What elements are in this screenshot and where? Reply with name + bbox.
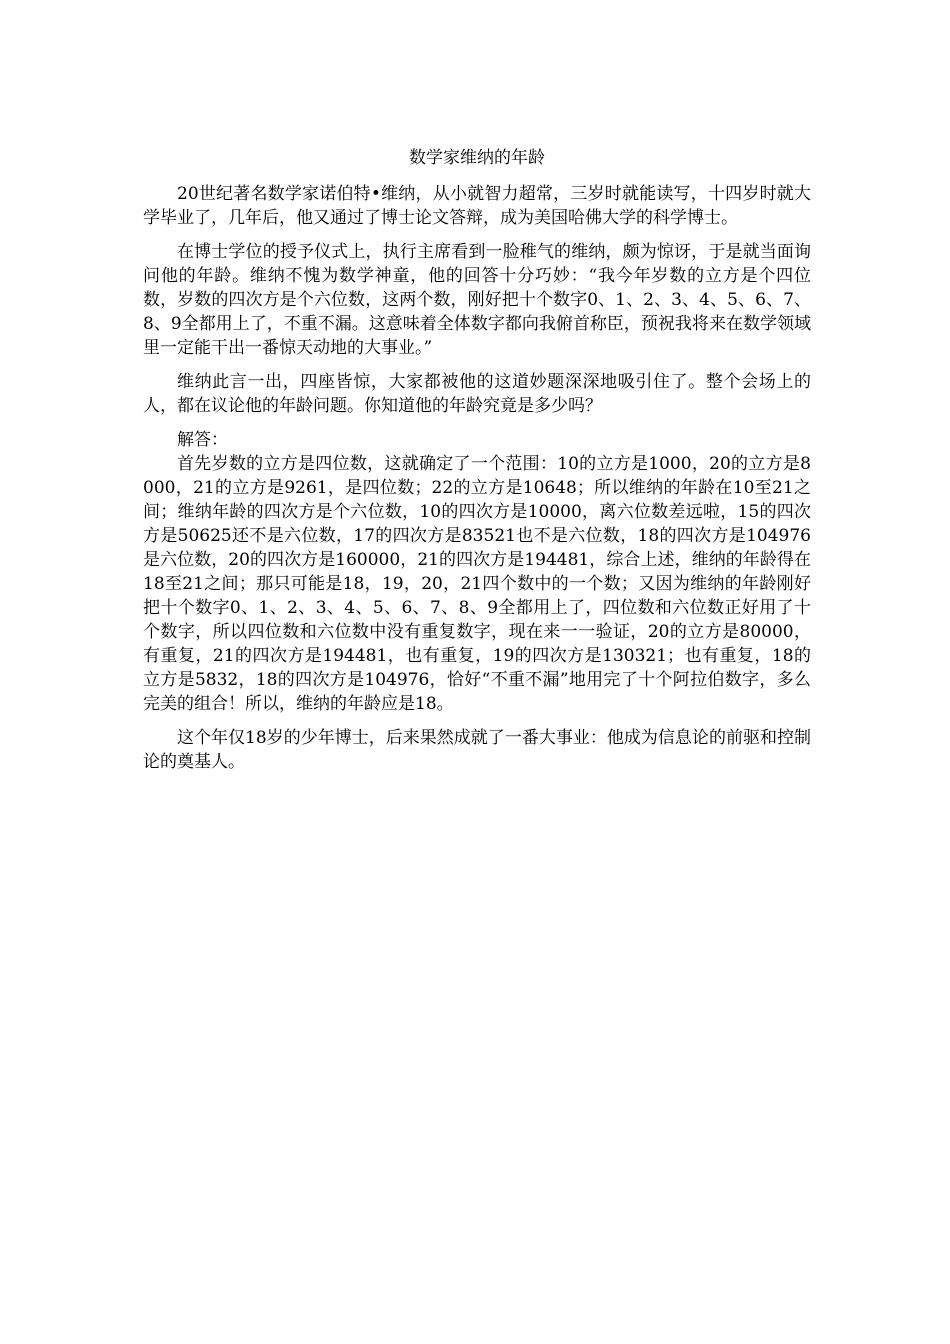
answer-label: 解答： <box>177 430 228 450</box>
document-page <box>143 146 811 784</box>
paragraph-closing: 这个年仅18岁的少年博士，后来果然成就了一番大事业：他成为信息论的前驱和控制论的奠基人。 <box>143 728 811 772</box>
document-title: 数学家维纳的年龄 <box>409 148 545 168</box>
answer-text: 首先岁数的立方是四位数，这就确定了一个范围：10的立方是1000，20的立方是8000，21的立方是9261，是四位数；22的立方是10648；所以维纳的年龄在10至21之间；维纳年龄的四次方是个六位数，10的四次方是10000，离六位数差远啦，15的四次方是50625还不是六位数，17的四次方是83521也不是六位数，18的四次方是104976是六位数，20的四次方是160000，21的四次方是194481，综合上述，维纳的年龄得在18至21之间；那只可能是18，19，20，21四个数中的一个数；又因为维纳的年龄刚好把十个数字0、1、2、3、4、5、6、7、8、9全都用上了，四位数和六位数正好用了十个数字，所以四位数和六位数中没有重复数字，现在来一一验证，20的立方是80000，有重复，21的四次方是194481，也有重复，19的四次方是130321；也有重复，18的立方是5832，18的四次方是104976，恰好“不重不漏”地用完了十个阿拉伯数字，多么完美的组合！所以，维纳的年龄应是18。 <box>143 454 811 714</box>
paragraph-intro: 20世纪著名数学家诺伯特•维纳，从小就智力超常，三岁时就能读写，十四岁时就大学毕业了，几年后，他又通过了博士论文答辩，成为美国哈佛大学的科学博士。 <box>143 184 811 228</box>
paragraph-question: 维纳此言一出，四座皆惊，大家都被他的这道妙题深深地吸引住了。整个会场上的人，都在议论他的年龄问题。你知道他的年龄究竟是多少吗？ <box>143 372 811 416</box>
paragraph-ceremony: 在博士学位的授予仪式上，执行主席看到一脸稚气的维纳，颇为惊讶，于是就当面询问他的年龄。维纳不愧为数学神童，他的回答十分巧妙：“我今年岁数的立方是个四位数，岁数的四次方是个六位数，这两个数，刚好把十个数字0、1、2、3、4、5、6、7、8、9全都用上了，不重不漏。这意味着全体数字都向我俯首称臣，预祝我将来在数学领域里一定能干出一番惊天动地的大事业。” <box>143 242 811 358</box>
